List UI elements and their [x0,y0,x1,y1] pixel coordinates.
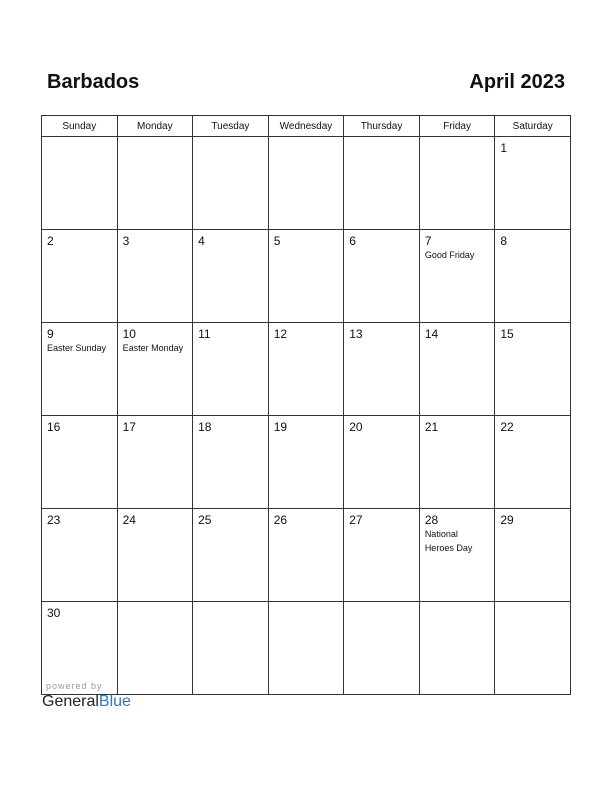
calendar-body [42,137,571,695]
day-number: 4 [198,234,205,248]
day-cell [193,323,269,416]
day-cell [42,416,118,509]
generalblue-logo[interactable] [42,693,131,711]
week-row [42,137,571,230]
empty-day-cell [268,602,344,695]
empty-day-cell [193,137,269,230]
empty-day-cell [193,602,269,695]
empty-day-cell [344,137,420,230]
day-number: 15 [500,327,514,341]
day-cell [419,416,495,509]
weekday-wednesday: Wednesday [268,116,344,137]
day-number: 20 [349,420,363,434]
day-cell [344,416,420,509]
weekday-thursday: Thursday [344,116,420,137]
weekday-friday: Friday [419,116,495,137]
week-row [42,509,571,602]
footer [42,681,131,711]
day-cell [117,230,193,323]
day-cell [42,323,118,416]
empty-day-cell [42,137,118,230]
day-cell [495,230,571,323]
weekday-sunday: Sunday [42,116,118,137]
empty-day-cell [495,602,571,695]
day-cell [117,509,193,602]
empty-day-cell [344,602,420,695]
day-cell [268,230,344,323]
weekday-tuesday: Tuesday [193,116,269,137]
day-number: 7 [424,234,432,248]
day-cell [495,323,571,416]
day-number: 1 [500,141,508,155]
day-cell [495,137,571,230]
day-number: 24 [122,513,136,527]
week-row [42,230,571,323]
day-cell [42,230,118,323]
weekday-saturday: Saturday [495,116,571,137]
day-cell [344,509,420,602]
day-cell [495,509,571,602]
day-number: 9 [47,327,54,341]
day-number: 8 [500,234,508,248]
brand-general-text: General [42,693,99,710]
week-row [42,323,571,416]
day-cell [268,323,344,416]
day-cell [193,230,269,323]
day-cell [193,416,269,509]
day-number: 28 [424,513,439,527]
holiday-label: Easter Sunday [47,343,107,353]
day-number: 23 [47,513,61,527]
day-cell [117,323,193,416]
holiday-label: Easter Monday [122,343,184,353]
day-number: 13 [349,327,363,341]
empty-day-cell [117,137,193,230]
day-number: 18 [198,420,212,434]
day-number: 14 [424,327,439,341]
country-title: Barbados [47,71,140,93]
day-cell [42,509,118,602]
calendar-grid [41,115,571,695]
holiday-label: Good Friday [424,250,475,260]
day-number: 11 [198,327,211,341]
day-number: 30 [47,606,61,620]
day-number: 27 [349,513,363,527]
day-number: 6 [349,234,356,248]
holiday-label: National Heroes Day [424,529,473,553]
day-number: 10 [122,327,136,341]
day-cell [268,509,344,602]
day-cell [495,416,571,509]
day-cell [193,509,269,602]
empty-day-cell [268,137,344,230]
day-cell [419,230,495,323]
empty-day-cell [419,602,495,695]
week-row [42,416,571,509]
brand-blue-text: Blue [98,693,131,710]
day-cell [419,509,495,602]
day-cell [419,323,495,416]
weekday-monday: Monday [117,116,193,137]
day-number: 2 [47,234,54,248]
day-number: 19 [273,420,288,434]
day-cell [117,416,193,509]
day-number: 25 [198,513,212,527]
day-number: 16 [47,420,61,434]
day-cell [268,416,344,509]
day-number: 12 [273,327,288,341]
day-number: 21 [424,420,439,434]
day-number: 22 [500,420,514,434]
day-number: 26 [273,513,288,527]
powered-by-text: powered by [46,681,103,691]
weekday-header-row [42,116,571,137]
month-year-title: April 2023 [469,71,565,93]
day-number: 29 [500,513,514,527]
day-number: 17 [122,420,136,434]
day-number: 3 [122,234,130,248]
empty-day-cell [419,137,495,230]
day-cell [344,230,420,323]
day-number: 5 [273,234,281,248]
day-cell [344,323,420,416]
